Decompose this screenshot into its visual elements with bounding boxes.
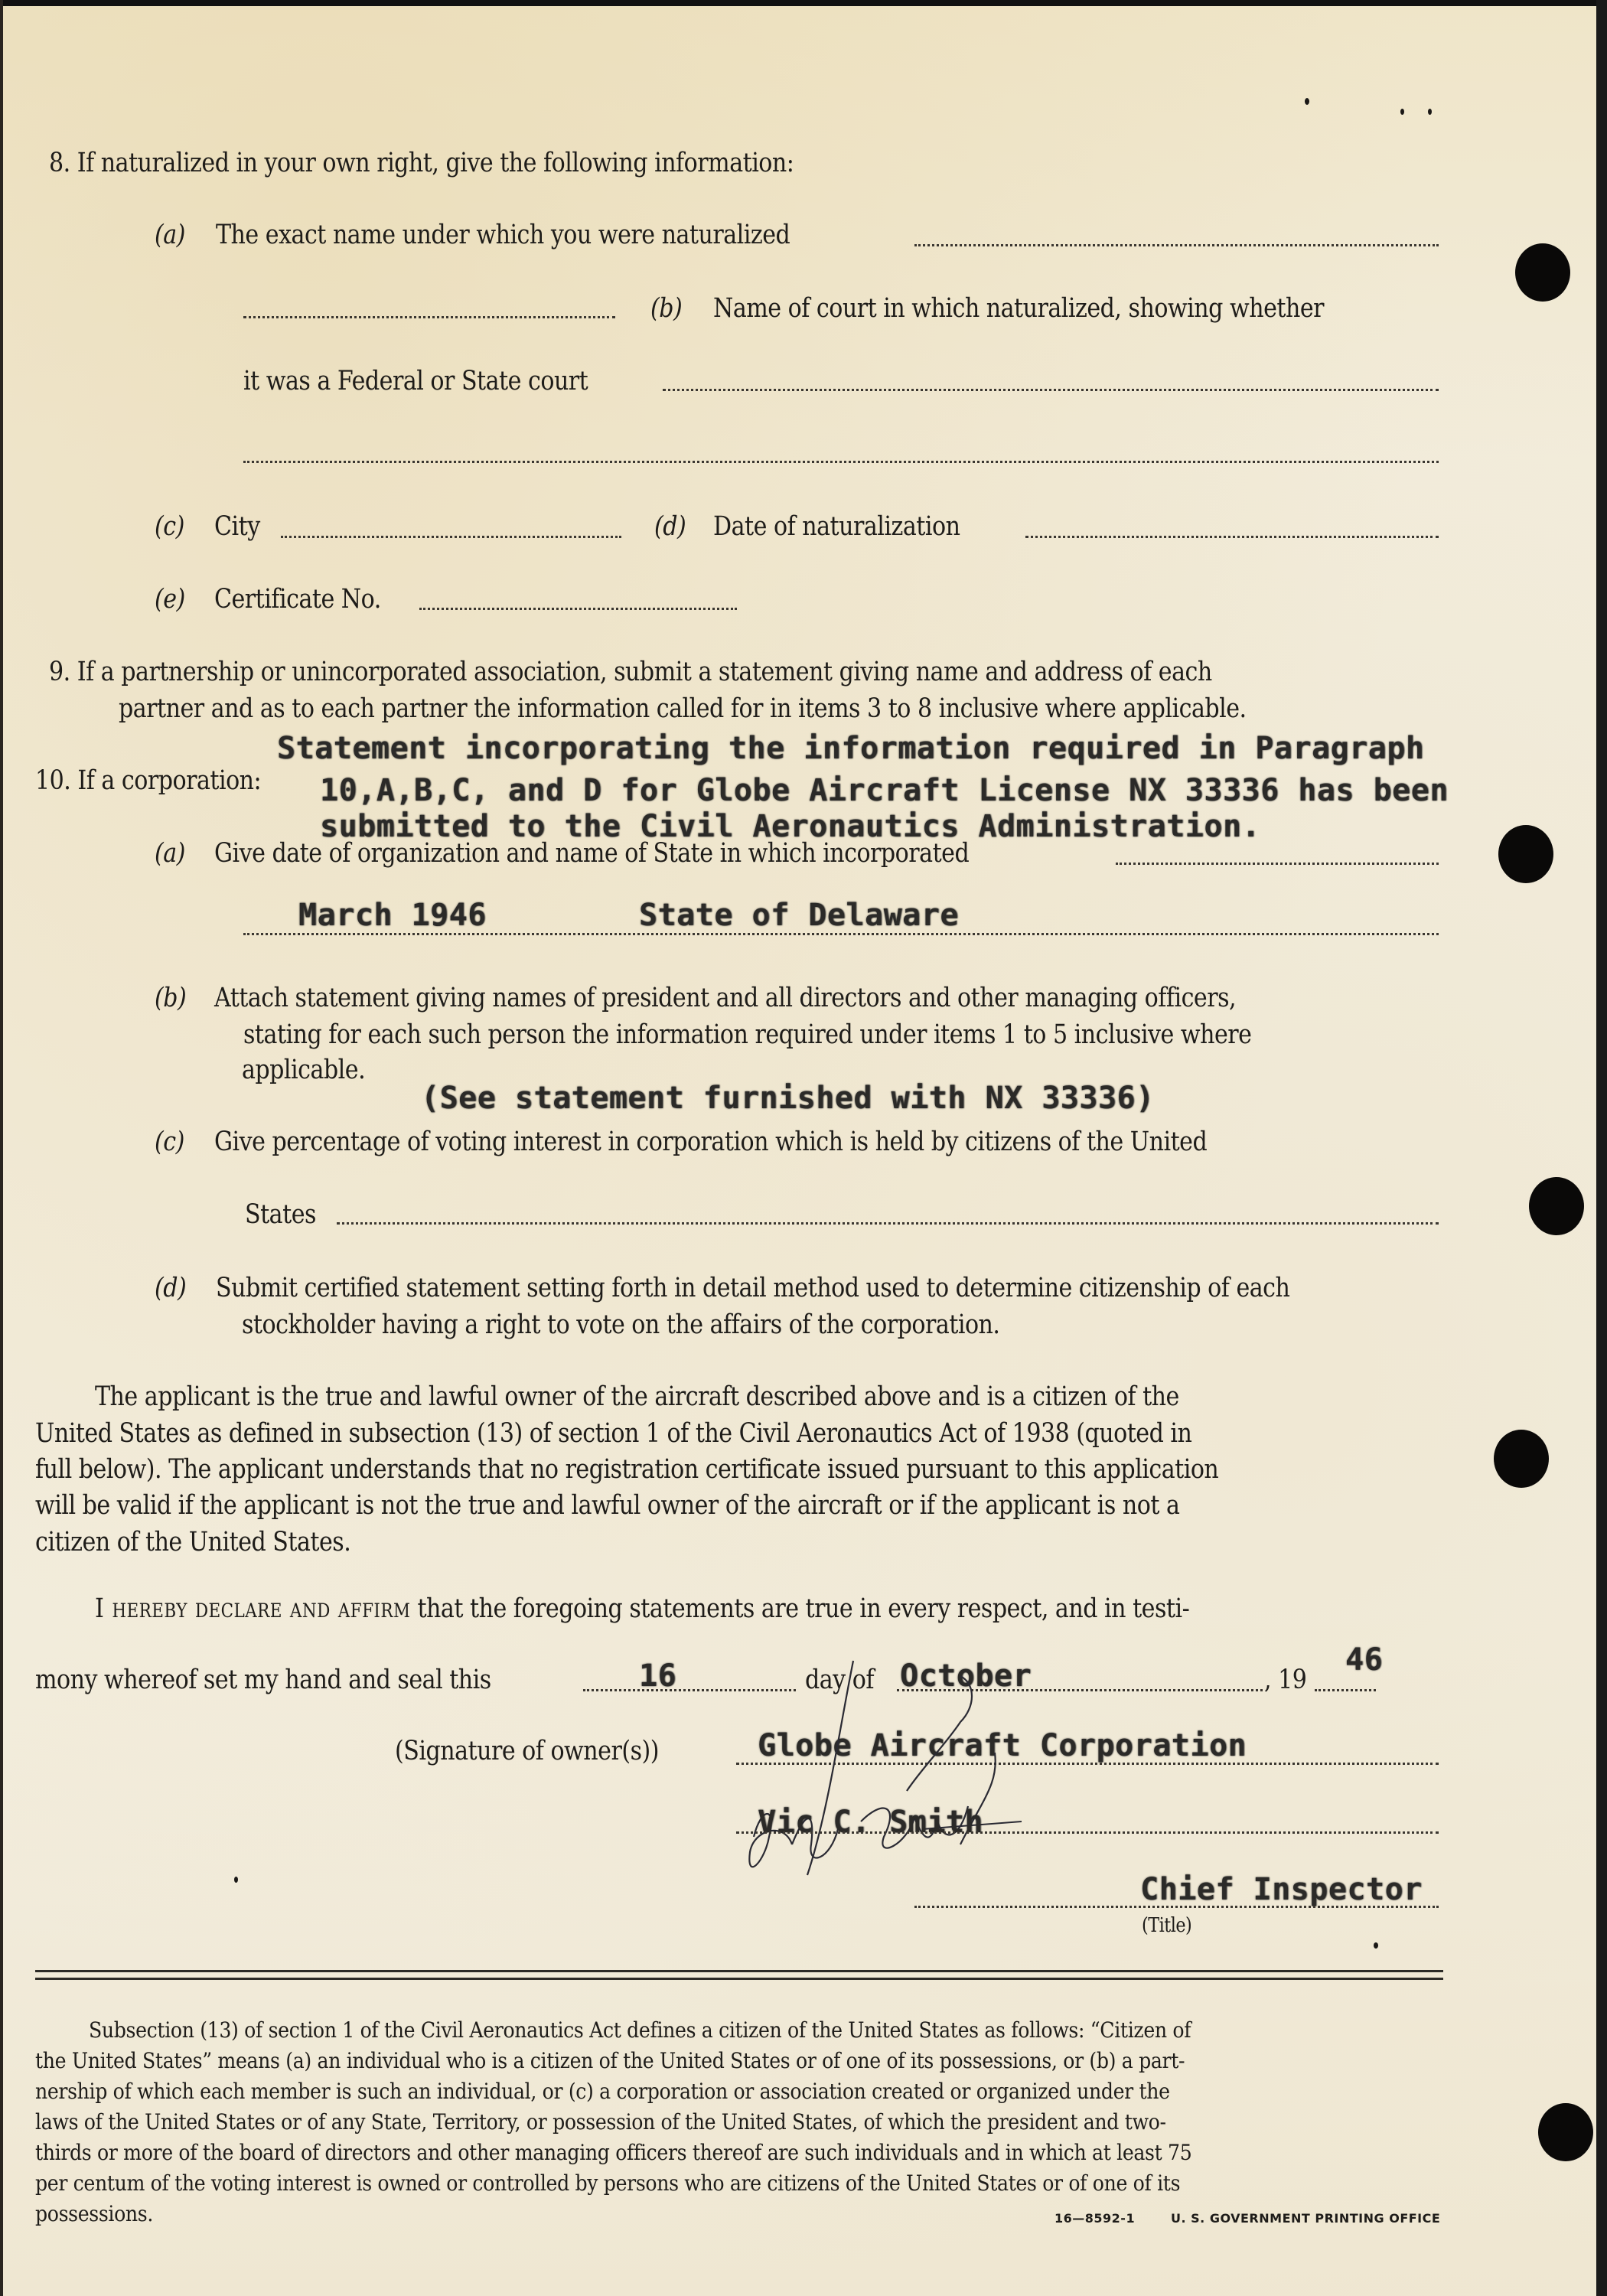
item9-line1: 9. If a partnership or unincorporated association, submit a statement giving name and address of each	[49, 657, 1212, 687]
signature-label: (Signature of owner(s))	[395, 1736, 659, 1766]
item9-line2: partner and as to each partner the information called for in items 3 to 8 inclusive where applicable.	[119, 693, 1247, 724]
item8-e-label: Certificate No.	[214, 584, 381, 615]
item10-heading: 10. If a corporation:	[35, 765, 262, 796]
day-value: 16	[639, 1658, 677, 1694]
item10-a-label: Give date of organization and name of State in which incorporated	[214, 838, 970, 869]
year-value: 46	[1345, 1642, 1384, 1678]
title-field[interactable]	[914, 1906, 1439, 1908]
applicant-statement-line1: The applicant is the true and lawful owner of the aircraft described above and is a citizen of the	[95, 1381, 1179, 1412]
speck	[234, 1877, 238, 1883]
handwritten-signature	[731, 1653, 1052, 1898]
declaration-day-of: day of	[805, 1665, 874, 1695]
footnote-line7: possessions.	[35, 2201, 154, 2226]
item10-d-marker: (d)	[155, 1273, 187, 1303]
item10-a-marker: (a)	[155, 838, 185, 869]
item8-e-marker: (e)	[155, 584, 185, 615]
footnote-line4: laws of the United States or of any State, Territory, or possession of the United States, of which the president and two-	[35, 2109, 1166, 2135]
item8-b-label-cont: it was a Federal or State court	[243, 366, 588, 396]
punch-hole	[1494, 1430, 1549, 1488]
item10-b-line3: applicable.	[242, 1055, 366, 1085]
item10-typed-line1: Statement incorporating the information required in Paragraph	[277, 731, 1425, 766]
declaration-lead: I hereby declare and affirm	[95, 1593, 411, 1624]
item8-b-marker: (b)	[650, 293, 683, 324]
speck	[1374, 1942, 1378, 1949]
punch-hole	[1498, 825, 1553, 883]
item8-e-certificate-field[interactable]	[419, 608, 737, 610]
speck	[1400, 109, 1404, 115]
form-number: 16—8592-1	[1054, 2211, 1136, 2226]
punch-hole	[1538, 2103, 1593, 2161]
item10-b-line1: Attach statement giving names of president and all directors and other managing officers,	[214, 983, 1237, 1013]
signer-typed-name: Vic C. Smith	[758, 1805, 983, 1840]
applicant-statement-line4: will be valid if the applicant is not the true and lawful owner of the aircraft or if the applicant is not a	[35, 1490, 1180, 1521]
item8-a-field-cont[interactable]	[243, 316, 615, 318]
applicant-statement-line3: full below). The applicant understands that no registration certificate issued pursuant to this application	[35, 1454, 1219, 1485]
applicant-statement-line5: citizen of the United States.	[35, 1527, 351, 1557]
item10-a-field-cont[interactable]	[243, 933, 1439, 935]
signer-signature-field[interactable]	[736, 1831, 1439, 1834]
month-value: October	[900, 1658, 1032, 1694]
item10-c-line2: States	[245, 1199, 316, 1230]
item8-d-date-field[interactable]	[1025, 536, 1439, 538]
footnote-line6: per centum of the voting interest is owned or controlled by persons who are citizens of the United States or of one of its	[35, 2170, 1181, 2196]
item10-c-percentage-field[interactable]	[337, 1222, 1439, 1225]
item8-a-label: The exact name under which you were naturalized	[216, 220, 790, 250]
item8-d-label: Date of naturalization	[713, 511, 960, 542]
item10-c-line1: Give percentage of voting interest in corporation which is held by citizens of the United	[214, 1127, 1208, 1157]
item8-heading: 8. If naturalized in your own right, give the following information:	[49, 148, 794, 178]
item8-c-marker: (c)	[155, 511, 184, 542]
footnote-line5: thirds or more of the board of directors and other managing officers thereof are such individuals and in which at least 75	[35, 2140, 1192, 2165]
punch-hole	[1529, 1177, 1584, 1235]
item10-d-line2: stockholder having a right to vote on the affairs of the corporation.	[242, 1309, 1000, 1340]
title-label: (Title)	[1142, 1914, 1192, 1937]
item8-b-field-cont[interactable]	[243, 461, 1439, 463]
item10-b-line2: stating for each such person the information required under items 1 to 5 inclusive where	[243, 1019, 1252, 1050]
item10-a-field[interactable]	[1116, 863, 1439, 865]
item10-d-line1: Submit certified statement setting forth in detail method used to determine citizenship of each	[216, 1273, 1290, 1303]
footnote-line2: the United States” means (a) an individual who is a citizen of the United States or of one of its possessions, or (b) a part-	[35, 2048, 1185, 2073]
item10-c-marker: (c)	[155, 1127, 184, 1157]
item8-a-field[interactable]	[914, 244, 1439, 246]
item8-b-field[interactable]	[663, 389, 1439, 391]
item10-b-typed-note: (See statement furnished with NX 33336)	[421, 1081, 1155, 1116]
item10-typed-line2: 10,A,B,C, and D for Globe Aircraft License NX 33336 has been	[320, 773, 1449, 808]
footnote-line1: Subsection (13) of section 1 of the Civil Aeronautics Act defines a citizen of the United States as follows: “Citizen of	[89, 2017, 1191, 2043]
speck	[1428, 109, 1432, 115]
item10-typed-line3: submitted to the Civil Aeronautics Administration.	[320, 809, 1261, 844]
footnote-line3: nership of which each member is such an individual, or (c) a corporation or association created or organized under the	[35, 2079, 1170, 2104]
declaration-line1	[95, 1593, 1189, 1624]
declaration-line1-rest: that the foregoing statements are true in every respect, and in testi-	[417, 1593, 1190, 1624]
double-rule-top	[35, 1970, 1443, 1972]
double-rule-bottom	[35, 1978, 1443, 1980]
owner-typed-name: Globe Aircraft Corporation	[758, 1728, 1247, 1763]
item8-c-label: City	[214, 511, 260, 542]
printer-imprint: U. S. GOVERNMENT PRINTING OFFICE	[1171, 2211, 1441, 2226]
item10-a-date-value: March 1946	[298, 898, 487, 933]
item10-b-marker: (b)	[155, 983, 187, 1013]
speck	[1305, 98, 1309, 105]
scan-edge-top	[0, 0, 1607, 6]
punch-hole	[1515, 243, 1570, 302]
item8-b-label: Name of court in which naturalized, showing whether	[713, 293, 1324, 324]
item8-d-marker: (d)	[654, 511, 686, 542]
title-value: Chief Inspector	[1140, 1872, 1423, 1907]
applicant-statement-line2: United States as defined in subsection (13) of section 1 of the Civil Aeronautics Act of 1938 (quoted in	[35, 1418, 1192, 1449]
declaration-year-prefix: , 19	[1264, 1665, 1307, 1695]
year-field[interactable]	[1315, 1689, 1376, 1691]
item8-a-marker: (a)	[155, 220, 185, 250]
scan-edge-left	[0, 0, 3, 2296]
item10-a-state-value: State of Delaware	[639, 898, 959, 933]
item8-c-city-field[interactable]	[281, 536, 621, 538]
declaration-line2-start: mony whereof set my hand and seal this	[35, 1665, 491, 1695]
scan-edge-right	[1596, 0, 1607, 2296]
